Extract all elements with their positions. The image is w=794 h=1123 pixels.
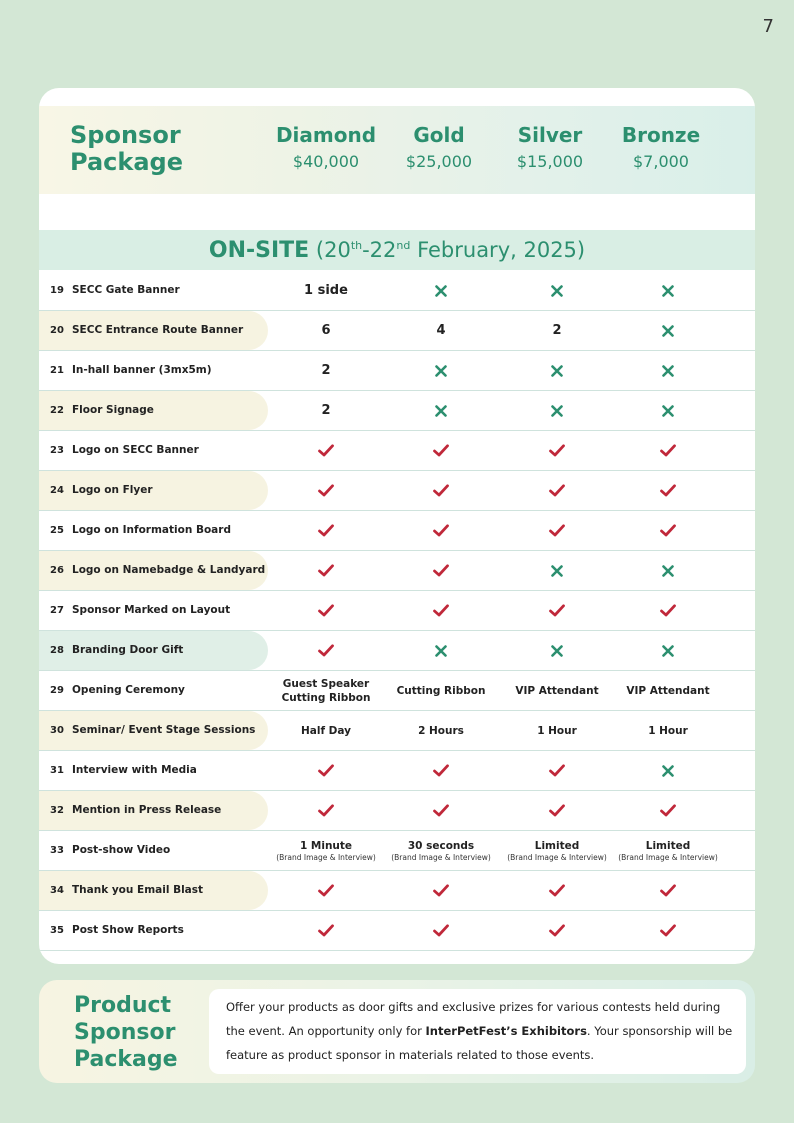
row-cell	[268, 351, 384, 390]
row-cell	[268, 911, 384, 950]
cell-value: Half Day	[300, 724, 352, 737]
row-cell	[383, 831, 499, 870]
row-cell	[499, 271, 615, 310]
row-cell	[268, 831, 384, 870]
check-icon	[549, 484, 565, 497]
cell-subnote: (Brand Image & Interview)	[391, 852, 491, 862]
check-icon	[660, 444, 676, 457]
row-cell	[610, 271, 726, 310]
check-icon	[433, 924, 449, 937]
cell-value-line2: Cutting Ribbon	[281, 691, 371, 704]
row-cell	[499, 831, 615, 870]
row-cell	[610, 311, 726, 350]
row-number: 27	[50, 605, 64, 616]
cell-subnote: (Brand Image & Interview)	[618, 852, 718, 862]
row-cell	[268, 871, 384, 910]
row-cell	[383, 511, 499, 550]
row-cell	[610, 791, 726, 830]
cell-value: 4	[436, 323, 446, 338]
tier-name: Silver	[517, 123, 583, 147]
cross-icon	[435, 285, 447, 297]
row-cell	[499, 551, 615, 590]
date-dash: -22	[362, 238, 397, 262]
table-row	[39, 271, 755, 311]
check-icon	[318, 484, 334, 497]
cross-icon	[662, 765, 674, 777]
tier-price: $40,000	[292, 152, 360, 171]
table-row	[39, 671, 755, 711]
row-cell	[268, 591, 384, 630]
row-cell	[383, 391, 499, 430]
cross-icon	[662, 645, 674, 657]
row-cell	[499, 431, 615, 470]
package-header	[39, 106, 755, 194]
row-cell	[499, 911, 615, 950]
row-cell	[610, 911, 726, 950]
check-icon	[318, 924, 334, 937]
row-cell	[383, 671, 499, 710]
check-icon	[549, 884, 565, 897]
row-cell	[610, 831, 726, 870]
table-row	[39, 751, 755, 791]
tier-price: $15,000	[516, 152, 584, 171]
row-number: 26	[50, 565, 64, 576]
table-row	[39, 511, 755, 551]
row-cell	[268, 671, 384, 710]
check-icon	[318, 524, 334, 537]
row-cell	[383, 911, 499, 950]
row-cell	[383, 631, 499, 670]
row-cell	[268, 471, 384, 510]
row-label: Floor Signage	[72, 404, 154, 416]
row-cell	[499, 511, 615, 550]
row-cell	[610, 471, 726, 510]
tier-silver	[490, 122, 610, 175]
row-cell	[499, 751, 615, 790]
tier-gold	[379, 122, 499, 175]
row-cell	[268, 391, 384, 430]
row-number: 32	[50, 805, 64, 816]
onsite-section-header	[39, 230, 755, 270]
cell-value: 2	[321, 403, 331, 418]
row-cell	[268, 271, 384, 310]
check-icon	[318, 804, 334, 817]
cross-icon	[662, 365, 674, 377]
cell-value: 6	[321, 323, 331, 338]
date-open: (20	[315, 238, 351, 262]
description-bold: InterPetFest’s Exhibitors	[425, 1024, 587, 1038]
cell-value: 2 Hours	[418, 724, 464, 737]
row-label: Logo on Namebadge & Landyard	[72, 564, 266, 576]
row-number: 34	[50, 885, 64, 896]
product-sponsor-panel	[39, 980, 755, 1083]
cell-value: VIP Attendant	[626, 684, 710, 697]
cell-value: Guest Speaker	[282, 677, 370, 690]
product-title-line1: Product	[74, 993, 172, 1018]
row-cell	[383, 271, 499, 310]
table-row	[39, 791, 755, 831]
row-cell	[268, 311, 384, 350]
row-cell	[499, 791, 615, 830]
page-number: 7	[762, 16, 774, 37]
cell-value: 1 Hour	[537, 724, 577, 737]
date-close: February, 2025)	[410, 238, 586, 262]
cross-icon	[551, 405, 563, 417]
check-icon	[433, 884, 449, 897]
package-title-line2: Package	[70, 148, 183, 176]
table-row	[39, 471, 755, 511]
row-cell	[610, 431, 726, 470]
row-cell	[383, 431, 499, 470]
check-icon	[660, 604, 676, 617]
row-label: SECC Gate Banner	[72, 284, 180, 296]
row-number: 25	[50, 525, 64, 536]
row-number: 30	[50, 725, 64, 736]
cell-value: 1 side	[304, 283, 348, 298]
row-cell	[383, 871, 499, 910]
check-icon	[549, 924, 565, 937]
check-icon	[549, 444, 565, 457]
table-row	[39, 351, 755, 391]
cross-icon	[435, 365, 447, 377]
check-icon	[433, 764, 449, 777]
row-label: SECC Entrance Route Banner	[72, 324, 244, 336]
check-icon	[318, 564, 334, 577]
row-cell	[383, 791, 499, 830]
row-cell	[499, 311, 615, 350]
table-row	[39, 831, 755, 871]
tier-diamond	[266, 122, 386, 175]
row-cell	[383, 311, 499, 350]
description-part2: . Your sponsorship will be feature as product sponsor in materials related to those events.	[226, 1024, 733, 1062]
row-number: 21	[50, 365, 64, 376]
row-cell	[499, 631, 615, 670]
check-icon	[660, 484, 676, 497]
row-label: Logo on Flyer	[72, 484, 153, 496]
cell-value: Limited	[534, 839, 580, 852]
row-cell	[610, 871, 726, 910]
cross-icon	[662, 565, 674, 577]
check-icon	[660, 884, 676, 897]
row-cell	[499, 871, 615, 910]
row-cell	[610, 711, 726, 750]
product-description	[226, 995, 736, 1067]
row-label: Logo on Information Board	[72, 524, 231, 536]
product-title-line3: Package	[74, 1047, 178, 1072]
check-icon	[660, 924, 676, 937]
tier-name: Diamond	[275, 123, 377, 147]
cell-value: Cutting Ribbon	[396, 684, 486, 697]
check-icon	[433, 804, 449, 817]
row-cell	[610, 511, 726, 550]
row-cell	[268, 511, 384, 550]
row-label: Post Show Reports	[72, 924, 184, 936]
cell-value: 30 seconds	[407, 839, 475, 852]
cross-icon	[551, 565, 563, 577]
row-cell	[268, 631, 384, 670]
check-icon	[433, 484, 449, 497]
onsite-title: ON-SITE	[208, 238, 310, 263]
check-icon	[660, 804, 676, 817]
check-icon	[433, 444, 449, 457]
date-sup2: nd	[396, 239, 411, 252]
row-cell	[383, 751, 499, 790]
check-icon	[318, 764, 334, 777]
check-icon	[318, 644, 334, 657]
row-cell	[610, 391, 726, 430]
row-number: 19	[50, 285, 64, 296]
cell-value: 2	[321, 363, 331, 378]
row-cell	[268, 751, 384, 790]
tier-price: $25,000	[405, 152, 473, 171]
tier-bronze	[601, 122, 721, 175]
row-cell	[383, 551, 499, 590]
row-label: Opening Ceremony	[72, 684, 185, 696]
cell-subnote: (Brand Image & Interview)	[507, 852, 607, 862]
cross-icon	[551, 285, 563, 297]
check-icon	[549, 604, 565, 617]
cross-icon	[662, 405, 674, 417]
row-cell	[610, 671, 726, 710]
row-cell	[268, 431, 384, 470]
row-label: Mention in Press Release	[72, 804, 222, 816]
tier-name: Bronze	[621, 123, 701, 147]
row-number: 28	[50, 645, 64, 656]
row-cell	[499, 471, 615, 510]
cell-value: 2	[552, 323, 562, 338]
check-icon	[433, 524, 449, 537]
cell-subnote: (Brand Image & Interview)	[276, 852, 376, 862]
check-icon	[549, 804, 565, 817]
table-row	[39, 711, 755, 751]
row-cell	[610, 351, 726, 390]
cross-icon	[551, 645, 563, 657]
row-number: 33	[50, 845, 64, 856]
row-label: Logo on SECC Banner	[72, 444, 199, 456]
table-row	[39, 311, 755, 351]
row-cell	[268, 551, 384, 590]
table-row	[39, 551, 755, 591]
row-label: Thank you Email Blast	[72, 884, 204, 896]
row-cell	[268, 791, 384, 830]
date-sup1: th	[350, 239, 363, 252]
row-cell	[610, 751, 726, 790]
table-row	[39, 871, 755, 911]
product-description-box	[209, 989, 746, 1074]
row-cell	[610, 591, 726, 630]
table-row	[39, 631, 755, 671]
cross-icon	[435, 405, 447, 417]
row-number: 20	[50, 325, 64, 336]
package-title-line1: Sponsor	[70, 121, 181, 149]
cross-icon	[435, 645, 447, 657]
row-label: Sponsor Marked on Layout	[72, 604, 231, 616]
benefits-table	[39, 271, 755, 951]
cell-value: 1 Hour	[648, 724, 688, 737]
cross-icon	[662, 325, 674, 337]
check-icon	[318, 444, 334, 457]
row-label: Interview with Media	[72, 764, 197, 776]
row-number: 35	[50, 925, 64, 936]
row-cell	[499, 351, 615, 390]
row-cell	[383, 711, 499, 750]
tier-name: Gold	[413, 123, 465, 147]
table-row	[39, 391, 755, 431]
product-title-line2: Sponsor	[74, 1020, 176, 1045]
product-title	[74, 992, 178, 1073]
table-row	[39, 591, 755, 631]
description-part1: Offer your products as door gifts and exclusive prizes for various contests held during the event. An opportunity only for	[226, 1000, 721, 1038]
cell-value: 1 Minute	[299, 839, 353, 852]
tier-price: $7,000	[633, 152, 689, 171]
table-row	[39, 911, 755, 951]
row-cell	[499, 711, 615, 750]
check-icon	[433, 604, 449, 617]
row-cell	[499, 671, 615, 710]
cross-icon	[551, 365, 563, 377]
row-number: 23	[50, 445, 64, 456]
row-cell	[499, 591, 615, 630]
row-number: 24	[50, 485, 64, 496]
check-icon	[318, 884, 334, 897]
check-icon	[549, 764, 565, 777]
check-icon	[318, 604, 334, 617]
package-title	[70, 122, 270, 176]
row-label: Branding Door Gift	[72, 644, 184, 656]
row-label: Seminar/ Event Stage Sessions	[72, 724, 256, 736]
row-label: Post-show Video	[72, 844, 171, 856]
row-number: 31	[50, 765, 64, 776]
sponsor-table-card	[39, 88, 755, 964]
row-cell	[383, 351, 499, 390]
cell-value: VIP Attendant	[515, 684, 599, 697]
check-icon	[433, 564, 449, 577]
row-cell	[268, 711, 384, 750]
check-icon	[549, 524, 565, 537]
row-cell	[499, 391, 615, 430]
row-cell	[610, 551, 726, 590]
check-icon	[660, 524, 676, 537]
row-number: 29	[50, 685, 64, 696]
row-number: 22	[50, 405, 64, 416]
cell-value: Limited	[645, 839, 691, 852]
row-cell	[383, 591, 499, 630]
row-label: In-hall banner (3mx5m)	[72, 364, 212, 376]
row-cell	[610, 631, 726, 670]
cross-icon	[662, 285, 674, 297]
row-cell	[383, 471, 499, 510]
table-row	[39, 431, 755, 471]
